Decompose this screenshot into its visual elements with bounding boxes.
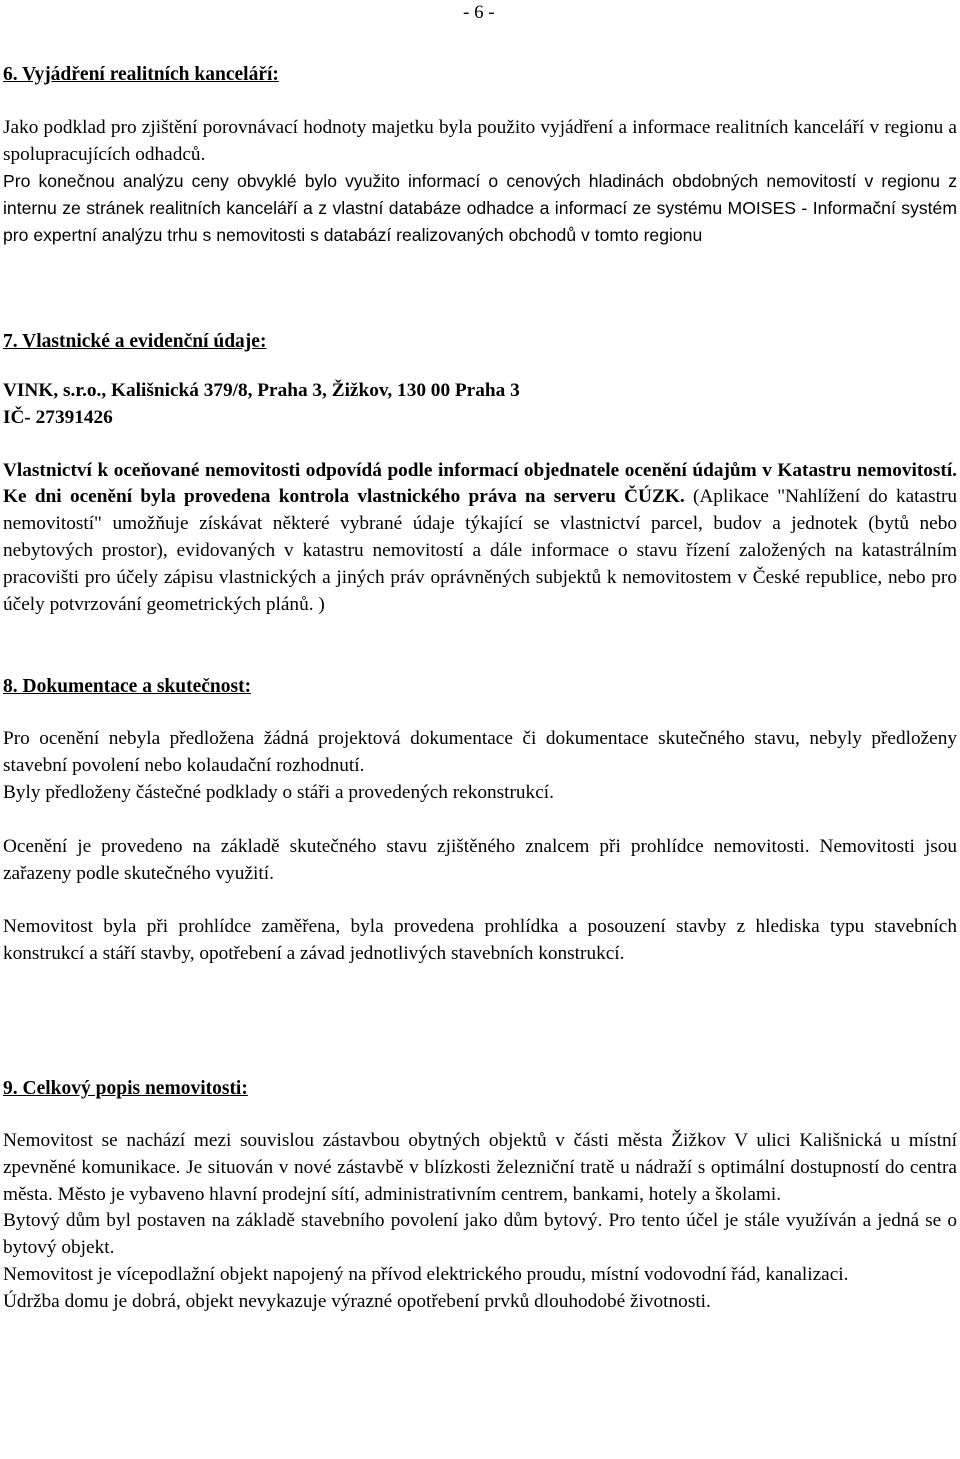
- section-9-paragraph-1: Nemovitost se nachází mezi souvislou zástavbou obytných objektů v části města Žižkov V ulici Kališnická u místní zpevněné komunikace. Je situován v nové zástavbě v blízkosti železniční tratě u nádraží s optimální dostupností do centra města. Město je vybaveno hlavní prodejní sítí, administrativním centrem, bankami, hotely a školami.: [3, 1129, 957, 1205]
- ic-line: IČ- 27391426: [3, 406, 113, 428]
- owner-line: VINK, s.r.o., Kališnická 379/8, Praha 3, Žižkov, 130 00 Praha 3: [3, 379, 520, 401]
- section-8-paragraph-2: Ocenění je provedeno na základě skutečného stavu zjištěného znalcem při prohlídce nemovitosti. Nemovitosti jsou zařazeny podle skutečného využití.: [3, 835, 957, 884]
- section-8-number: 8.: [3, 676, 23, 698]
- section-6-heading: 6. Vyjádření realitních kanceláří:: [3, 64, 279, 85]
- page-number: - 6 -: [463, 2, 495, 23]
- section-8-paragraph-3: Nemovitost byla při prohlídce zaměřena, byla provedena prohlídka a posouzení stavby z hlediska typu stavebních konstrukcí a stáří stavby, opotřebení a závad jednotlivých stavebních konstrukcí.: [3, 916, 957, 965]
- section-7-ownership-paragraph: [3, 458, 957, 619]
- section-9-paragraph-4: Údržba domu je dobrá, objekt nevykazuje výrazné opotřebení prvků dlouhodobé životnosti.: [3, 1290, 711, 1312]
- section-7-heading: 7. Vlastnické a evidenční údaje:: [3, 330, 267, 352]
- ownership-bold-text: Vlastnictví k oceňované nemovitosti odpovídá podle informací objednatele ocenění údajům v Katastru nemovitostí. Ke dni ocenění byla provedena kontrola vlastnického práva na serveru ČÚZK.: [3, 459, 957, 508]
- ownership-normal-text: (Aplikace "Nahlížení do katastru nemovitostí" umožňuje získávat některé vybrané údaje týkající se vlastnictví parcel, budov a jednotek (bytů nebo nebytových prostor), evidovaných v katastru nemovitostí a dále informace o stavu řízení založených na katastrálním pracovišti pro účely zápisu vlastnických a jiných práv oprávněných subjektů k nemovitostem v České republice, nebo pro účely potvrzování geometrických plánů. ): [3, 486, 958, 615]
- section-8-paragraph-1b: Byly předloženy částečné podklady o stáři a provedených rekonstrukcí.: [3, 781, 554, 803]
- section-9-heading: 9. Celkový popis nemovitosti:: [3, 1077, 248, 1099]
- section-8-paragraph-1a: Pro ocenění nebyla předložena žádná projektová dokumentace či dokumentace skutečného stavu, nebyly předloženy stavební povolení nebo kolaudační rozhodnutí.: [3, 728, 957, 777]
- section-6-paragraph-1: Jako podklad pro zjištění porovnávací hodnoty majetku byla použito vyjádření a informace realitních kanceláří v regionu a spolupracujících odhadců.: [3, 117, 957, 165]
- section-6-paragraph-2: Pro konečnou analýzu ceny obvyklé bylo využito informací o cenových hladinách obdobných nemovitostí v regionu z internu ze stránek realitních kanceláří a z vlastní databáze odhadce a informací ze systému MOISES - Informační systém pro expertní analýzu trhu s nemovitosti s databází realizovaných obchodů v tomto regionu: [3, 170, 957, 245]
- section-8-heading: [3, 674, 957, 700]
- document-body: [3, 62, 957, 1316]
- section-8-title: Dokumentace a skutečnost:: [22, 676, 252, 698]
- section-9-paragraph-3: Nemovitost je vícepodlažní objekt napojený na přívod elektrického proudu, místní vodovodní řád, kanalizaci.: [3, 1263, 849, 1285]
- section-9-paragraph-2: Bytový dům byl postaven na základě stavebního povolení jako dům bytový. Pro tento účel je stále využíván a jedná se o bytový objekt.: [3, 1210, 957, 1259]
